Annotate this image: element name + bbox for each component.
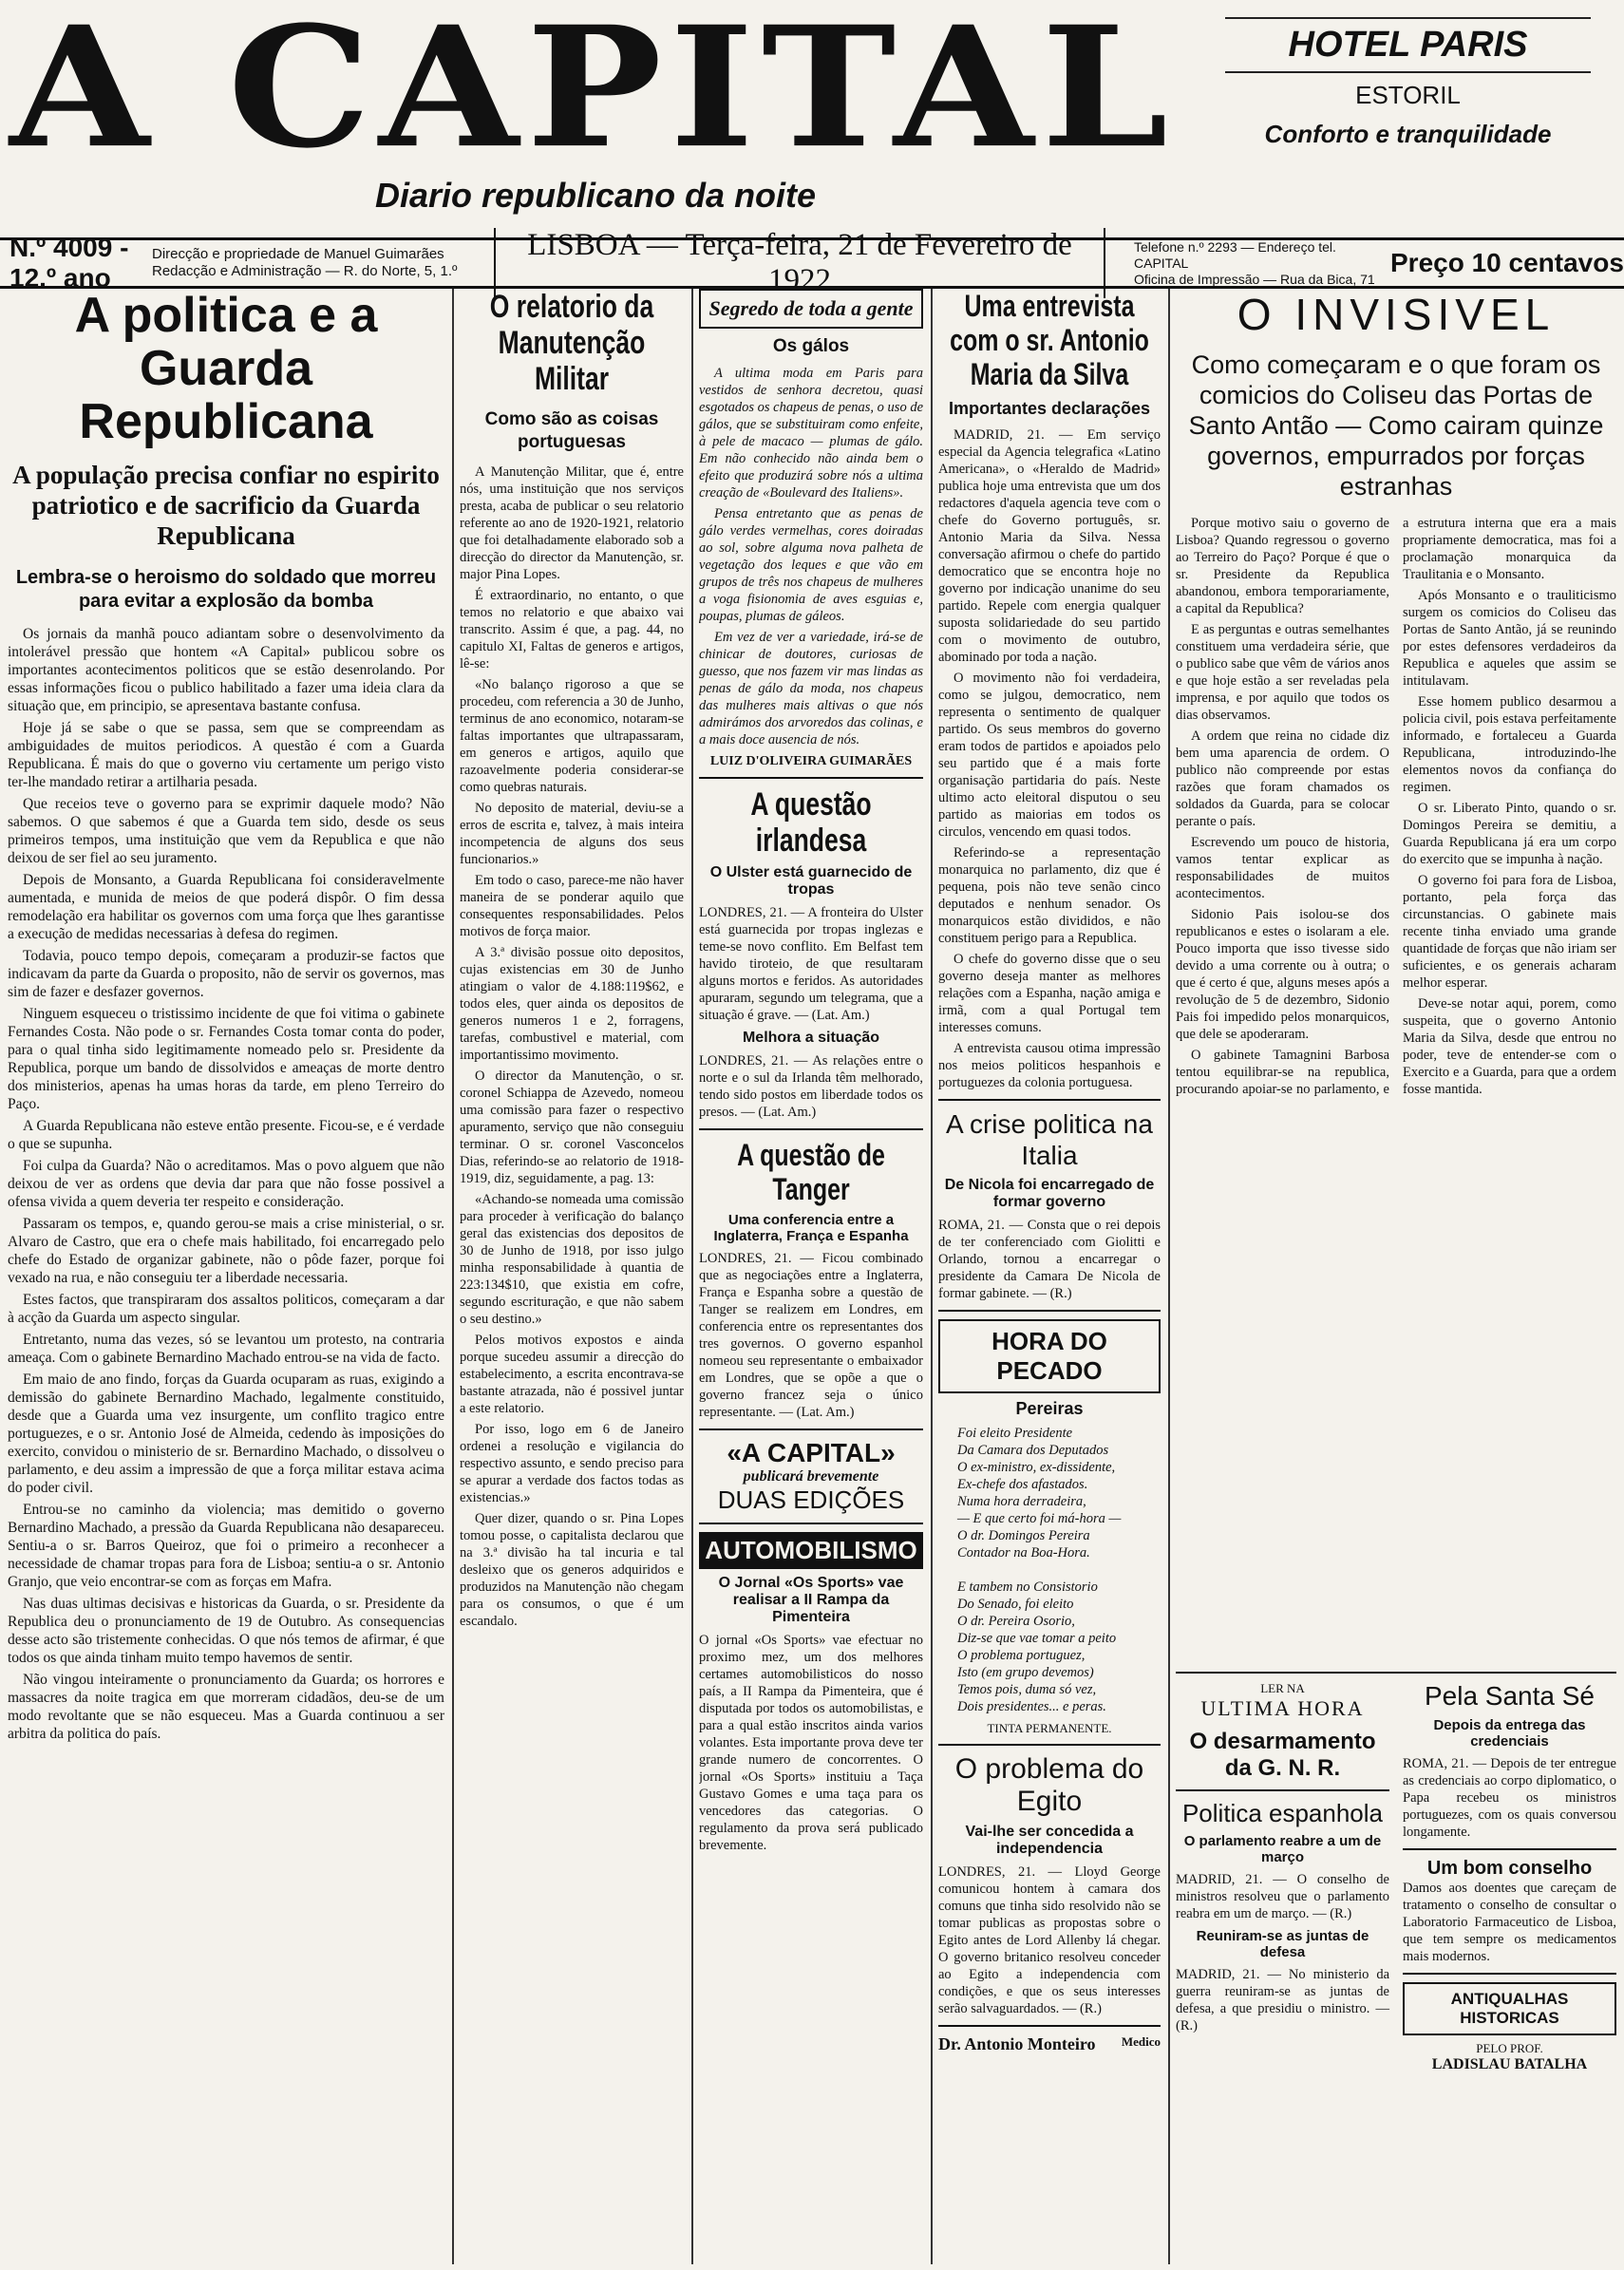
subhead: O Ulster está guarnecido de tropas <box>709 864 913 898</box>
paragraph: Estes factos, que transpiraram dos assaltos politicos, começaram a dar à acção da Guarda um aspecto singular. <box>8 1292 444 1326</box>
hotel-tagline: Conforto e tranquilidade <box>1264 120 1552 148</box>
paragraph: O movimento não foi verdadeira, como se julgou, democratico, nem representa o sentimento de qualquer partido. Os seus membros do governo eram todos de partidos e apoiados pelo seu partido que é a mais forte organisação partidaria do país. Neste ultimo acto eleitoral disputou o seu partido as maiorias em todos os circulos, vencendo em quasi todos. <box>938 671 1161 840</box>
poem-line: Temos pois, duma só vez, <box>957 1682 1097 1697</box>
divider <box>1403 1973 1616 1975</box>
paragraph: Entrou-se no caminho da violencia; mas demitido o governo Bernardino Machado, a pressão da Guarda Republicana não desapareceu. Sentiu-a o sr. Barros Queiroz, que foi o primeiro a reconhecer a necessidade de chamar tropas para fora de Lisboa; sentiu-a o sr. Antonio Granjo, que veio encontrar-se com as forças em Mafra. <box>8 1502 444 1590</box>
paragraph: Pensa entretanto que as penas de gálo verdes vermelhas, cores doiradas ao sol, sobre alguma nova palheta de vegetação dos leques e que vão em grupos de três nos chapeus de mulheres a voga fisionomia de aves esguias e, poupas, plumas de gáleos. <box>699 506 923 624</box>
headline: AUTOMOBILISMO <box>699 1532 923 1569</box>
info-bar <box>0 228 1624 297</box>
article-body: MADRID, 21. — No ministerio da guerra reuniram-se as juntas de defesa, a que presidiu o ministro. — (R.) <box>1176 1967 1389 2034</box>
paragraph: Pelos motivos expostos e ainda porque sucedeu assumir a direcção do estabelecimento, a escrita encontrava-se bastante atrazada, não é possivel juntar a este relatorio. <box>460 1333 684 1416</box>
deck: Como começaram e o que foram os comicios do Coliseu das Portas de Santo Antão — Como cairam quinze governos, empurrados por forças estranhas <box>1188 350 1604 501</box>
column-rule <box>931 289 933 2264</box>
paragraph: E as perguntas e outras semelhantes constituem uma verdadeira série, que o publico sabe que vêm de vários anos e que hoje estão a ser reveladas pela imprensa, e por aquilo que todos os dias observamos. <box>1176 622 1389 723</box>
divider <box>938 1744 1161 1746</box>
paragraph: «Achando-se nomeada uma comissão para proceder à verificação do balanço geral das existencias dos depositos de 30 de Junho de 1918, por isso julgo minha responsabilidade à quantia de 223:134$10, que existia em cofre, segundo escrituração, e que não sabem o seu destino.» <box>460 1192 684 1327</box>
poem-line: O ex-ministro, ex-dissidente, <box>957 1460 1116 1475</box>
subhead: O Jornal «Os Sports» vae realisar a II Rampa da Pimenteira <box>718 1575 904 1625</box>
subhead: O parlamento reabre a um de março <box>1183 1833 1382 1865</box>
paragraph: A Guarda Republicana não esteve então presente. Ficou-se, e é verdade o que se supunha. <box>8 1118 444 1152</box>
paragraph: O chefe do governo disse que o seu governo deseja manter as melhores relações com a Espanha, nação amiga e irmã, com a qual Portugal tem interesses comuns. <box>938 952 1161 1035</box>
paragraph: «No balanço rigoroso a que se procedeu, com referencia a 30 de Junho, terminus de ano economico, notaram-se faltas importantes que ultrapassaram, em generos e artigos, aquilo que razoavelmente poderia considerar-se como quebras naturais. <box>460 677 684 795</box>
newspaper-title: A CAPITAL <box>9 0 1176 185</box>
paragraph: Após Monsanto e o trauliticismo surgem os comicios do Coliseu das Portas de Santo Antão, já se reunindo por estes defensores verdadeiros da Republica e aqueles que assim se intitulavam. <box>1403 588 1616 689</box>
doctor-advertisement <box>938 2034 1161 2054</box>
headline: O desarmamento da G. N. R. <box>1189 1729 1376 1781</box>
dateline: LISBOA — Terça-feira, 21 de Fevereiro de 1922 <box>494 228 1105 298</box>
ad-name: Dr. Antonio Monteiro <box>938 2034 1096 2053</box>
article-body: ROMA, 21. — Depois de ter entregue as credenciais ao corpo diplomatico, o Papa recebeu os ministros portuguezes, com os quais conversou longamente. <box>1403 1756 1616 1840</box>
divider <box>1176 1672 1616 1674</box>
paragraph: Foi culpa da Guarda? Não o acreditamos. Mas o povo alguem que não deixou de ver as ordens que devia dar para que não fosse possivel a ofensa vivida a quem deveria ter respeito e consideração. <box>8 1158 444 1210</box>
hotel-advertisement <box>1206 17 1610 217</box>
column-rule <box>452 289 454 2264</box>
paragraph: É extraordinario, no entanto, o que temos no relatorio e que abaixo vai transcrito. Assim é que, a pag. 44, no capitulo XI, Faltas de generos e artigos, lê-se: <box>460 588 684 672</box>
subhead: Lembra-se o heroismo do soldado que morreu para evitar a explosão da bomba <box>15 567 437 612</box>
issue-number: N.º 4009 - 12.º ano <box>9 233 129 293</box>
article-guarda-republicana <box>8 289 444 2264</box>
paragraph: A Manutenção Militar, que é, entre nós, uma instituição que nos serviços presta, acaba de publicar o seu relatorio referente ao ano de 1920-1921, relatorio que foi detalhadamente elaborado sob a direcção do director da Manutenção, sr. major Pina Lopes. <box>460 464 684 582</box>
headline: O problema do Egito <box>954 1753 1144 1817</box>
ad-subtitle: publicará brevemente <box>743 1468 879 1485</box>
divider <box>1403 1848 1616 1850</box>
masthead <box>0 0 1624 237</box>
column-title-segredo: Segredo de toda a gente <box>699 289 923 329</box>
paragraph: Esse homem publico desarmou a policia civil, pois estava perfeitamente informado, e fortaleceu a Guarda Republicana, introduzindo-lhe elementos novos da confiança do regimen. <box>1403 694 1616 795</box>
poem-line: O problema portuguez, <box>957 1648 1086 1663</box>
paragraph: Hoje já se sabe o que se passa, sem que se compreendam as ambiguidades de muitos periodicos. A questão é com a Guarda Republicana. É mais do que o governo viu certamente um perigo visto ter-lhe mandado retirar a artilharia pesada. <box>8 720 444 790</box>
divider <box>938 1099 1161 1101</box>
article-body <box>460 463 684 1630</box>
price: Preço 10 centavos <box>1390 248 1624 277</box>
poem-line <box>957 1561 1161 1579</box>
paragraph: Sidonio Pais isolou-se dos republicanos e estes o isolaram a ele. Pouco importa que isso tivesse sido devido a uma corrente ou à outra; o que é certo é que, alguns meses após a revolução de 5 de dezembro, Sidonio Pais foi impedido pelos monarquicos, que dele se apoderaram. <box>1176 907 1389 1042</box>
divider <box>699 1128 923 1130</box>
paragraph: A entrevista causou otima impressão nos meios politicos hespanhois e portuguezes da colonia portuguesa. <box>938 1041 1161 1090</box>
column-title-antiqualhas: ANTIQUALHAS HISTORICAS <box>1403 1982 1616 2035</box>
signature: TINTA PERMANENTE. <box>987 1721 1112 1735</box>
headline: O relatorio da Manutenção Militar <box>489 289 654 397</box>
divider <box>699 1523 923 1524</box>
article-body: LONDRES, 21. — A fronteira do Ulster está guarnecida por tropas inglezas e teme-se novo conflito. Em Belfast tem havido tiroteio, de que resultaram alguns mortos e feridos. As autoridades apuraram, segundo um telegrama, que a situação é grave. — (Lat. Am.) <box>699 905 923 1023</box>
poem-line: Isto (em grupo devemos) <box>957 1665 1094 1680</box>
telephone-info: Telefone n.º 2293 — Endereço tel. CAPITAL Oficina de Impressão — Rua da Bica, 71 <box>1134 238 1375 287</box>
poem-line: Numa hora derradeira, <box>957 1494 1086 1509</box>
poem <box>938 1425 1161 1715</box>
paragraph: Nas duas ultimas decisivas e historicas da Guarda, o sr. Presidente da Republica deu o pronunciamento de 19 de Outubro. As consequencias desse acto são tristemente conhecidas. O que nós temos de afirmar, é que todos os que ainda tinham muito tempo havemos de sentir. <box>8 1596 444 1666</box>
paragraph: Não vingou inteiramente o pronunciamento da Guarda; os horrores e massacres da noite tragica em que morreram cidadãos, deu-se de um modo revoltante que se não esqueceu. Mas a Guarda continuou a ser arbitra da politica do país. <box>8 1672 444 1742</box>
article-body: MADRID, 21. — O conselho de ministros resolveu que o parlamento reabra em um de março. — (R.) <box>1176 1872 1389 1921</box>
deck: A população precisa confiar no espirito patriotico e de sacrificio da Guarda Republicana <box>12 461 440 550</box>
article-title: Os gálos <box>772 336 850 356</box>
divider <box>938 1310 1161 1312</box>
hotel-place: ESTORIL <box>1355 81 1461 109</box>
column-five <box>1176 289 1616 2264</box>
paragraph: O governo foi para fora de Lisboa, portanto, pela força das circunstancias. O gabinete mais recente tinha enviado uma grande quantidade de forças que não iriam ser suficientes, e os generais acharam melhor esperar. <box>1403 873 1616 991</box>
paragraph: O director da Manutenção, o sr. coronel Schiappa de Azevedo, nomeou uma comissão para fazer o respectivo apuramento, serviço que não conseguiu terminar. O sr. coronel Vasconcelos Dias, referindo-se ao relatorio de 1918-1919, diz, seguidamente, a pag. 13: <box>460 1069 684 1186</box>
paragraph: A ordem que reina no cidade diz bem uma aparencia de ordem. O publico não compreende por estas razões que foram chamados os soldados da Guarda, para se colocar perante o país. <box>1176 728 1389 829</box>
headline: A politica e a Guarda Republicana <box>74 289 378 449</box>
paragraph: Entretanto, numa das vezes, só se levantou um protesto, na contraria ameaça. Com o gabinete Bernardino Machado entrou-se na vida de facto. <box>8 1332 444 1366</box>
paragraph: Que receios teve o governo para se exprimir daquele modo? Não sabemos. O que sabemos é que a Guarda tem sido, desde os seus primeiros tempos, uma instituição que vem da Republica e que não deixou de ser fiel ao seu juramento. <box>8 796 444 866</box>
paragraph: No deposito de material, deviu-se a erros de escrita e, talvez, à mais inteira incompetencia de alguns dos seus funcionarios.» <box>460 801 684 867</box>
ad-title: «A CAPITAL» <box>727 1438 896 1467</box>
paragraph: A ultima moda em Paris para vestidos de senhora decretou, quasi esgotados os chapeus de penas, o uso de gálos, que se substituiram como enfeite, à pele de macaco — plumas de gálo. Em não conhecido não ainda bem o efeito que produzirá sobre nós a ultima creação de «Boulevard des Italiens». <box>699 366 923 501</box>
article-body: LONDRES, 21. — Lloyd George comunicou hontem à camara dos comuns que tinha sido resolvido não se tomar publicas as propostas sobre o Egito antes de Lord Allenby lá chegar. O governo britanico resolveu conceder ao Egito a independencia com condições, e que os seus interesses serão salvaguardados. — (R.) <box>938 1864 1161 2016</box>
poem-line: Da Camara dos Deputados <box>957 1443 1109 1458</box>
subhead: De Nicola foi encarregado de formar governo <box>944 1177 1155 1210</box>
subhead: Reuniram-se as juntas de defesa <box>1196 1928 1369 1960</box>
article-body <box>1176 515 1616 1664</box>
paragraph: Os jornais da manhã pouco adiantam sobre o desenvolvimento da intolerável pressão que hontem «A Capital» publicou sobre os importantes acontecimentos politicos que se estão desenrolando. Por essas informações ficou o publico habilitado a fazer uma ideia clara da situação que, em principio, se apresentava bastante confusa. <box>8 626 444 714</box>
lower-left <box>1176 1681 1389 2073</box>
column-three <box>699 289 923 2264</box>
article-body: LONDRES, 21. — As relações entre o norte e o sul da Irlanda têm melhorado, tendo sido postos em liberdade todos os presos. — (Lat. Am.) <box>699 1053 923 1120</box>
article-body <box>938 426 1161 1091</box>
divider <box>699 777 923 779</box>
paragraph: A 3.ª divisão possue oito depositos, cujas existencias em 30 de Junho atingiam o valor de 4.188:119$62, e todos eles, quer ainda os depositos de generos numeros 1 e 2, forragens, tarefas, combustivel e material, com importantissimo movimento. <box>460 945 684 1063</box>
paragraph: O sr. Liberato Pinto, quando o sr. Domingos Pereira se demitiu, a Guarda Republicana já era um corpo do exercito que se impunha à nação. <box>1403 801 1616 867</box>
paragraph: Referindo-se a representação monarquica no parlamento, diz que é pequena, pois não teve senão cinco deputados e nenhum senador. Os monarquicos estão divididos, e não constituem perigo para a Republica. <box>938 845 1161 946</box>
direction-info: Direcção e propriedade de Manuel Guimarães Redacção e Administração — R. do Norte, 5, 1.º <box>152 246 458 279</box>
divider <box>1176 1789 1389 1791</box>
poem-line: Contador na Boa-Hora. <box>957 1545 1090 1561</box>
subhead: Vai-lhe ser concedida a independencia <box>965 1824 1134 1857</box>
paragraph: Depois de Monsanto, a Guarda Republicana foi consideravelmente aumentada, e munida de meios de que poderá dispôr. O fim dessa remodelação era habilitar os governos com uma força que lhes garantisse a execução de medidas necessarias à defesa do regimen. <box>8 872 444 942</box>
headline: Pela Santa Sé <box>1424 1681 1596 1711</box>
poem-line: Foi eleito Presidente <box>957 1426 1073 1441</box>
article-body: Damos aos doentes que careçam de tratamento o conselho de consultar o Laboratorio Farmaceutico de Lisboa, que tem sempre os medicamentos mais modernos. <box>1403 1881 1616 1964</box>
paragraph: Quer dizer, quando o sr. Pina Lopes tomou posse, o capitalista declarou que na 3.ª divisão ha tal incuria e tal desleixo que os generos adquiridos e produzidos na Manutenção não chegam para os consumos, o que é um escandalo. <box>460 1511 684 1629</box>
paragraph: Em maio de ano findo, forças da Guarda ocuparam as ruas, exigindo a demissão do gabinete Bernardino Machado, legalmente constituido, desde que a Guarda uma vez insurgente, um conflito tragico entre portuguezes, e o sr. Antonio José de Almeida, cedendo às imposições do exercito, convidou o ministerio de sr. Bernardino Machado, o dissolveu o parlamento, e deu assim a impressão de que a força militar estava acima do poder civil. <box>8 1371 444 1496</box>
subhead: Como são as coisas portuguesas <box>484 409 659 452</box>
column-rule <box>691 289 693 2264</box>
paragraph: Porque motivo saiu o governo de Lisboa? Quando regressou o governo ao Terreiro do Paço? Porque é que o sr. Presidente da Republica abandonou, embora temporariamente, a capital da Republica? <box>1176 516 1389 616</box>
poem-line: E tambem no Consistorio <box>957 1580 1098 1595</box>
article-manutencao-militar <box>460 289 684 2264</box>
paragraph: Passaram os tempos, e, quando gerou-se mais a crise ministerial, o sr. Alvaro de Castro, que era o chefe mais habilitado, foi encarregado pelo chefe do Estado de organizar gabinete, não o pôde fazer, porque foi vexado na rua, e não conseguiu ter a liberdade necessaria. <box>8 1216 444 1286</box>
paragraph: Escrevendo um pouco de historia, vamos tentar explicar as responsabilidades de muitos acontecimentos. <box>1176 835 1389 901</box>
article-body <box>699 365 923 748</box>
subhead: Melhora a situação <box>742 1030 880 1046</box>
column-rule <box>1168 289 1170 2264</box>
poem-line: Do Senado, foi eleito <box>957 1597 1074 1612</box>
article-body: O jornal «Os Sports» vae efectuar no proximo mez, um dos melhores certames automobilisticos do nosso país, a II Rampa da Pimenteira, que é disputada por todos os automobilistas, e para a qual estão inscritos ainda varios volantes. Esta importante prova deve ter grande numero de concorrentes. O jornal «Os Sports» instituiu a Taça Gustavo Gomes e uma taça para os vencedores das categorias. O regulamento da prova será publicado brevemente. <box>699 1633 923 1853</box>
paragraph: MADRID, 21. — Em serviço especial da Agencia telegrafica «Latino Americana», o «Heraldo de Madrid» publica hoje uma entrevista que um dos redactores d'aquela agencia teve com o chefe do Governo português, sr. Antonio Maria da Silva. Nessa conversação afirmou o chefe do partido democratico que se encontra hoje no governo por indicação unanime do seu partido. Repele com energia qualquer suposta solidariedade do seu partido com o movimento de outubro, abominado por toda a nação. <box>938 427 1161 665</box>
subhead: Uma conferencia entre a Inglaterra, França e Espanha <box>713 1212 909 1244</box>
column-title-hora: HORA DO PECADO <box>938 1319 1161 1393</box>
lower-section <box>1176 1681 1616 2073</box>
hotel-name: HOTEL PARIS <box>1225 17 1591 73</box>
lower-right <box>1403 1681 1616 2073</box>
article-body <box>8 625 444 1743</box>
paragraph: Todavia, pouco tempo depois, começaram a produzir-se factos que indicavam da parte da Guarda o proposito, não de servir os governos, mas sim de fazer e desfazer governos. <box>8 948 444 1000</box>
divider <box>699 1428 923 1430</box>
paragraph: Em todo o caso, parece-me não haver maneira de se ponderar aquilo que consequentes responsabilidades. Pelos motivos de força maior. <box>460 873 684 939</box>
poem-line: Dois presidentes... e peras. <box>957 1699 1106 1714</box>
byline-lead: PELO PROF. <box>1476 2041 1543 2055</box>
headline: Politica espanhola <box>1181 1799 1384 1827</box>
article-body: ROMA, 21. — Consta que o rei depois de ter conferenciado com Giolitti e Orlando, tornou a encarregar o presidente da Camara De Nicola de formar gabinete. — (R.) <box>938 1218 1161 1301</box>
paragraph: Ninguem esqueceu o tristissimo incidente de que foi vitima o gabinete Fernandes Costa. Não pode o sr. Fernandes Costa tomar conta do poder, para o qual tinha sido legitimamente nomeado pelo sr. Presidente da Republica, porque um bando de dissolvidos e ameaças de morte dentro dos ministerios, apenas ha umas horas da tarde, em pleno Terreiro do Paço. <box>8 1006 444 1112</box>
newspaper-subtitle: Diario republicano da noite <box>375 176 817 215</box>
byline-name: LADISLAU BATALHA <box>1431 2056 1588 2072</box>
divider <box>938 2025 1161 2027</box>
signature: LUIZ D'OLIVEIRA GUIMARÃES <box>709 754 913 768</box>
headline: A questão irlandesa <box>750 786 872 859</box>
headline: Um bom conselho <box>1426 1858 1593 1879</box>
headline: O INVISIVEL <box>1237 290 1556 339</box>
paragraph: Por isso, logo em 6 de Janeiro ordenei a resolução e vigilancia do respectivo assunto, e sendo preciso para se apurar a verdade dos factos todas as existencias.» <box>460 1422 684 1505</box>
poem-title: Pereiras <box>1015 1399 1084 1418</box>
paragraph: Em vez de ver a variedade, irá-se de chinicar de doutores, curiosas de guesso, que nos fazem vir mas lindas as penas de gálo da moda, nos chapeus das mulheres mais altivas o que nós admirámos dos arvoredos das colinas, e a mais doce ausencia de nós. <box>699 630 923 747</box>
ad-title: Medico <box>1121 2034 1161 2049</box>
paragraph: O gabinete Tamagnini Barbosa tentou equilibrar-se na republica, procurando apoiar-se no parlamento, e a estrutura interna que era a mais propriamente democratica, mas foi a proclamação monarquica da Traulitania e o Monsanto. <box>1176 516 1616 1097</box>
poem-line: — E que certo foi má-hora — <box>957 1511 1122 1526</box>
ultima-title: ULTIMA HORA <box>1200 1696 1365 1720</box>
ad-editions: DUAS EDIÇÕES <box>717 1485 905 1514</box>
subhead: Importantes declarações <box>948 399 1151 418</box>
poem-line: Diz-se que vae tomar a peito <box>957 1631 1117 1646</box>
headline: A crise politica na Italia <box>946 1109 1153 1170</box>
article-body: LONDRES, 21. — Ficou combinado que as negociações entre a Inglaterra, França e Espanha sobre a questão de Tanger se realizem em Londres, em conferencia entre os representantes dos tres governos. O governo espanhol nomeou seu representante o embaixador em Londres, que se opõe a que o governo francez seja o único representante. — (Lat. Am.) <box>699 1251 923 1420</box>
headline: A questão de Tanger <box>737 1138 885 1206</box>
poem-line: O dr. Pereira Osorio, <box>957 1614 1075 1629</box>
subhead: Depois da entrega das credenciais <box>1433 1717 1586 1750</box>
column-four <box>938 289 1161 2264</box>
ultima-lead: LER NA <box>1260 1681 1305 1695</box>
poem-line: Ex-chefe dos afastados. <box>957 1477 1088 1492</box>
paragraph: Deve-se notar aqui, porem, como suspeita, que o governo Antonio Maria da Silva, desde que entrou no poder, teve de entender-se com o Exercito e a Guarda, para que a ordem fosse mantida. <box>1403 996 1616 1097</box>
poem-line: O dr. Domingos Pereira <box>957 1528 1090 1543</box>
headline: Uma entrevista com o sr. Antonio Maria da Silva <box>950 289 1149 391</box>
